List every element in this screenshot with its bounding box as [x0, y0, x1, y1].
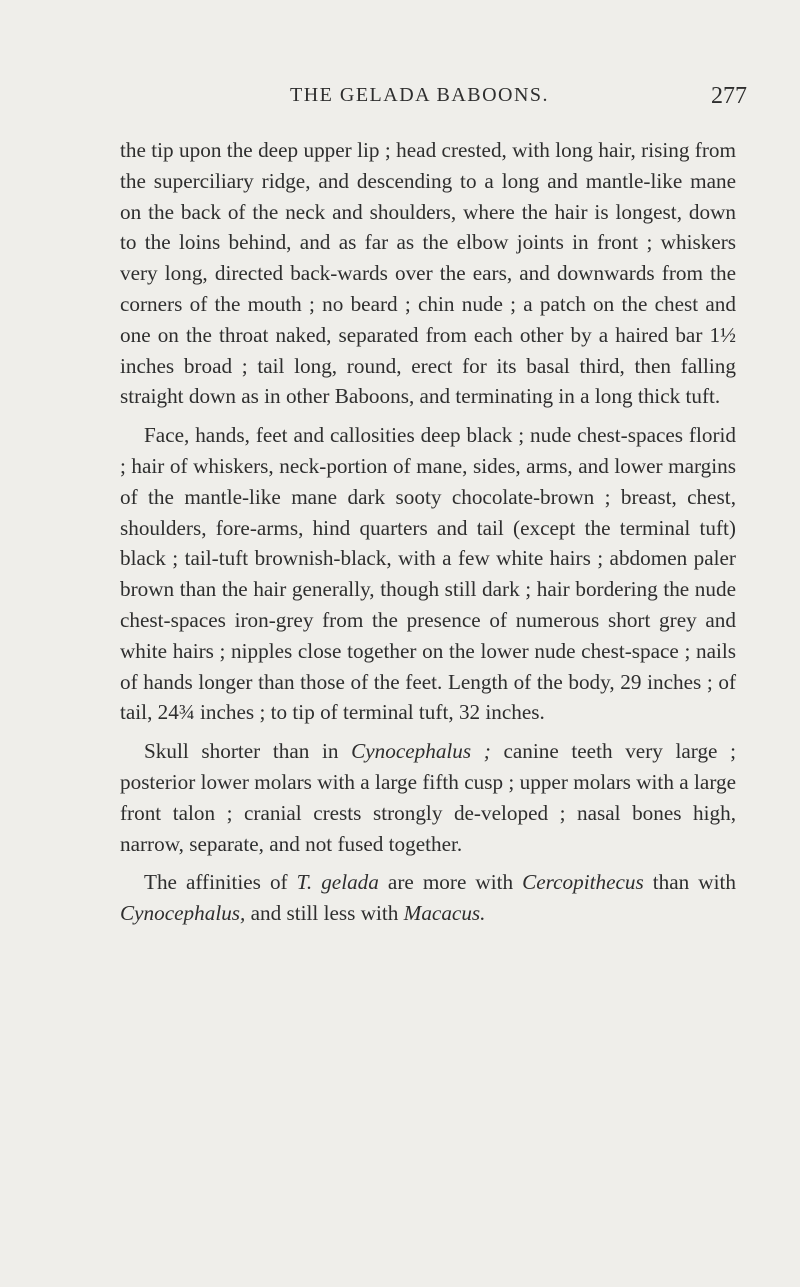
paragraph-coloration — [120, 420, 736, 728]
paragraph-4-pre: The affinities of — [144, 870, 297, 895]
genus-name-cercopithecus: Cercopithecus — [522, 870, 644, 895]
paragraph-affinities — [120, 867, 736, 929]
paragraph-skull — [120, 736, 736, 859]
page-number: 277 — [711, 83, 747, 109]
paragraph-4-mid1: are more with — [378, 870, 523, 895]
paragraph-description-continued — [120, 135, 736, 412]
paragraph-4-mid2: than with — [643, 870, 736, 895]
paragraph-4-mid3: and still less with — [245, 901, 404, 926]
paragraph-1-text: the tip upon the deep upper lip ; head crested, with long hair, rising from the superciliary ridge, and descending to a long and mantle-like mane on the back of the neck and shoulders, where the hair is longest, down to the loins behind, and as far as the elbow joints in front ; whiskers very long, directed back-wards over the ears, and downwards from the corners of the mouth ; no beard ; chin nude ; a patch on the chest and one on the throat naked, separated from each other by a haired bar 1½ inches broad ; tail long, round, erect for its basal third, then falling straight down as in other Baboons, and terminating in a long thick tuft. — [120, 138, 736, 409]
genus-name-macacus: Macacus. — [403, 901, 486, 926]
paragraph-3-pre: Skull shorter than in — [144, 739, 352, 764]
body-text — [120, 135, 736, 929]
paragraph-3-post: canine teeth very large ; posterior lower molars with a large fifth cusp ; upper molars with a large front talon ; cranial crests strongly de-veloped ; nasal bones high, narrow, separate, and not fused together. — [120, 739, 736, 856]
header-title: THE GELADA BABOONS. — [290, 84, 550, 106]
running-header — [0, 84, 800, 114]
genus-name-cynocephalus: Cynocephalus ; — [351, 739, 491, 764]
genus-name-cynocephalus-2: Cynocephalus, — [120, 901, 246, 926]
species-name-t-gelada: T. gelada — [296, 870, 379, 895]
paragraph-2-text: Face, hands, feet and callosities deep black ; nude chest-spaces florid ; hair of whiskers, neck-portion of mane, sides, arms, and lower margins of the mantle-like mane dark sooty chocolate-brown ; breast, chest, shoulders, fore-arms, hind quarters and tail (except the terminal tuft) black ; tail-tuft brownish-black, with a few white hairs ; abdomen paler brown than the hair generally, though still dark ; hair bordering the nude chest-spaces iron-grey from the presence of numerous short grey and white hairs ; nipples close together on the lower nude chest-space ; nails of hands longer than those of the feet. Length of the body, 29 inches ; of tail, 24¾ inches ; to tip of terminal tuft, 32 inches. — [120, 423, 736, 725]
